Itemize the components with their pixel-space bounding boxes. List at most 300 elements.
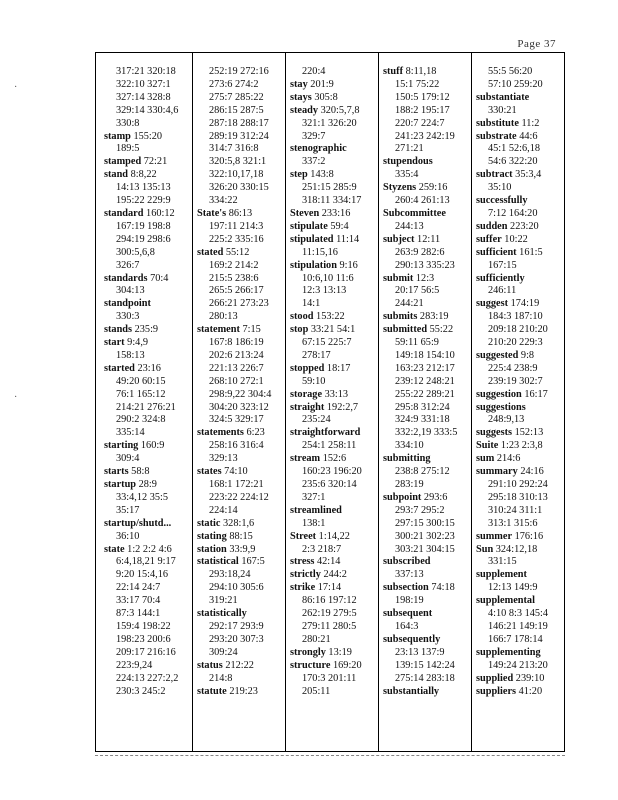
index-ref-line: 286:15 287:5: [209, 104, 264, 116]
index-entry-line: [290, 234, 382, 247]
index-entry-line: [383, 182, 475, 195]
index-ref: 55:12: [223, 246, 250, 258]
index-entry-line: [476, 453, 568, 466]
index-ref-line: 309:4: [116, 453, 140, 465]
index-ref-line: 295:18 310:13: [488, 491, 548, 503]
index-ref-line: 138:1: [302, 517, 326, 529]
index-ref-line: 54:6 322:20: [488, 156, 538, 168]
index-ref-line: 6:4,18,21 9:17: [116, 556, 176, 568]
index-ref-line: 293:7 295:2: [395, 504, 445, 516]
index-ref: 18:17: [324, 362, 351, 374]
index-entry-line: [476, 221, 568, 234]
index-entry-line: [290, 582, 382, 595]
index-term: starts: [104, 466, 129, 478]
index-term: subpoint: [383, 491, 422, 503]
index-ref-line: 223:9,24: [116, 659, 153, 671]
index-term: subsection: [383, 582, 429, 594]
index-ref: 44:6: [516, 130, 538, 142]
index-term: submitting: [383, 453, 431, 465]
index-entry-line: [290, 363, 382, 376]
index-term: standard: [104, 207, 144, 219]
index-term: statement: [197, 324, 240, 336]
index-ref-line: 35:10: [488, 182, 512, 194]
index-term: stipulate: [290, 220, 328, 232]
index-ref-line: 303:21 304:15: [395, 543, 455, 555]
index-ref-line: 244:21: [395, 298, 424, 310]
index-entry-line: [476, 647, 568, 660]
index-ref-line: 12:3 13:13: [302, 285, 347, 297]
index-term: supplementing: [476, 646, 541, 658]
index-term: suggests: [476, 427, 513, 439]
index-term: stamped: [104, 156, 142, 168]
index-ref-line: 36:10: [116, 530, 140, 542]
index-ref: 9:4,9: [124, 337, 149, 349]
index-term: strongly: [290, 646, 326, 658]
index-ref-line: 238:8 275:12: [395, 466, 450, 478]
index-ref-line: 332:2,19 333:5: [395, 427, 458, 439]
index-ref-line: 149:18 154:10: [395, 349, 455, 361]
index-ref: 8:8,22: [128, 169, 157, 181]
index-ref-line: 67:15 225:7: [302, 337, 352, 349]
index-entry-line: [383, 556, 475, 569]
index-ref: 23:16: [134, 362, 161, 374]
index-term: storage: [290, 388, 323, 400]
page-number: Page 37: [517, 38, 556, 50]
index-ref-line: 248:9,13: [488, 414, 525, 426]
index-ref-line: 59:10: [302, 375, 326, 387]
index-ref-line: 294:10 305:6: [209, 582, 264, 594]
index-ref: 74:18: [428, 582, 455, 594]
index-entry-line: [290, 660, 382, 673]
index-term: sudden: [476, 220, 508, 232]
index-term: subsequent: [383, 608, 433, 620]
index-entry-line: [383, 66, 475, 79]
index-ref: 293:6: [421, 491, 448, 503]
index-entry-line: [383, 208, 475, 221]
index-term: straight: [290, 401, 325, 413]
index-term: startup: [104, 479, 137, 490]
index-ref: 28:9: [136, 479, 157, 490]
index-ref-line: 304:20 323:12: [209, 401, 269, 413]
index-ref: 33:13: [322, 388, 349, 400]
index-term: stating: [197, 530, 227, 542]
index-term: started: [104, 362, 135, 374]
index-entry-line: [476, 169, 568, 182]
margin-mark: ·: [14, 392, 18, 403]
index-ref-line: 292:17 293:9: [209, 620, 264, 632]
index-column-4: [383, 66, 475, 698]
index-entry-line: [476, 440, 568, 453]
index-ref: 305:8: [311, 91, 338, 103]
index-term: step: [290, 169, 308, 181]
index-ref-line: 235:24: [302, 414, 331, 426]
index-ref-line: 283:19: [395, 479, 424, 490]
index-ref-line: 167:15: [488, 259, 517, 271]
index-term: suggestion: [476, 388, 522, 400]
index-ref-line: 239:12 248:21: [395, 375, 455, 387]
index-entry-line: [290, 105, 382, 118]
bottom-divider: [95, 755, 565, 756]
index-ref-line: 331:15: [488, 556, 517, 568]
index-ref-line: 55:5 56:20: [488, 66, 533, 77]
index-ref-line: 324:5 329:17: [209, 414, 264, 426]
index-ref-line: 251:15 285:9: [302, 182, 357, 194]
index-entry-line: [104, 131, 196, 144]
index-entry-line: [197, 518, 289, 531]
index-ref-line: 337:13: [395, 569, 424, 581]
index-entry-line: [290, 389, 382, 402]
index-entry-line: [383, 634, 475, 647]
index-entry-line: [476, 544, 568, 557]
index-ref-line: 322:10,17,18: [209, 169, 264, 181]
index-ref: 244:2: [320, 569, 347, 581]
index-term: stays: [290, 91, 312, 103]
index-ref: 155:20: [130, 130, 163, 142]
index-ref: 12:11: [414, 233, 441, 245]
index-ref-line: 280:13: [209, 311, 238, 323]
index-ref-line: 149:24 213:20: [488, 659, 548, 671]
index-ref-line: 329:13: [209, 453, 238, 465]
index-entry-line: [104, 440, 196, 453]
index-term: stand: [104, 169, 129, 181]
index-ref-line: 262:19 279:5: [302, 608, 357, 620]
index-term: Subcommittee: [383, 207, 446, 219]
index-ref-line: 76:1 165:12: [116, 388, 166, 400]
index-ref-line: 310:24 311:1: [488, 504, 543, 516]
index-ref-line: 298:9,22 304:4: [209, 388, 272, 400]
index-term: submitted: [383, 324, 428, 336]
index-term: sufficiently: [476, 272, 525, 284]
index-entry-line: [104, 466, 196, 479]
index-ref-line: 168:1 172:21: [209, 479, 264, 490]
index-entry-line: [104, 337, 196, 350]
index-entry-line: [476, 273, 568, 286]
index-ref-line: 295:8 312:24: [395, 401, 450, 413]
index-term: statistically: [197, 608, 247, 620]
index-ref-line: 23:13 137:9: [395, 646, 445, 658]
index-ref-line: 214:21 276:21: [116, 401, 176, 413]
index-ref: 167:5: [238, 556, 265, 568]
index-ref-line: 14:13 135:13: [116, 182, 171, 194]
index-entry-line: [290, 92, 382, 105]
index-ref-line: 14:1: [302, 298, 321, 310]
index-ref-line: 160:23 196:20: [302, 466, 362, 478]
index-term: stood: [290, 311, 314, 323]
index-ref-line: 11:15,16: [302, 246, 338, 258]
index-ref-line: 330:3: [116, 311, 140, 323]
index-term: submit: [383, 272, 414, 284]
index-ref-line: 86:16 197:12: [302, 595, 357, 607]
index-ref-line: 304:13: [116, 285, 145, 297]
index-ref-line: 57:10 259:20: [488, 78, 543, 90]
index-ref-line: 320:5,8 321:1: [209, 156, 267, 168]
index-ref-line: 12:13 149:9: [488, 582, 538, 594]
index-entry-line: [290, 169, 382, 182]
index-term: sum: [476, 453, 495, 465]
index-ref: 10:22: [501, 233, 528, 245]
index-term: stamp: [104, 130, 131, 142]
index-term: states: [197, 466, 222, 478]
index-ref-line: 260:4 261:13: [395, 195, 450, 207]
index-term: suggestions: [476, 401, 526, 413]
index-entry-line: [104, 273, 196, 286]
index-ref-line: 334:10: [395, 440, 424, 452]
index-term: Street: [290, 530, 317, 542]
index-ref-line: 329:14 330:4,6: [116, 104, 179, 116]
index-ref-line: 327:1: [302, 491, 326, 503]
index-entry-line: [476, 118, 568, 131]
index-entry-line: [476, 131, 568, 144]
index-ref-line: 235:6 320:14: [302, 479, 357, 490]
index-ref-line: 223:22 224:12: [209, 491, 269, 503]
index-ref-line: 225:2 335:16: [209, 233, 264, 245]
index-entry-line: [104, 298, 196, 311]
index-term: suffer: [476, 233, 502, 245]
index-entry-line: [383, 234, 475, 247]
index-ref-line: 202:6 213:24: [209, 349, 264, 361]
index-term: start: [104, 337, 125, 349]
index-entry-line: [383, 453, 475, 466]
index-ref-line: 289:19 312:24: [209, 130, 269, 142]
index-entry-line: [383, 324, 475, 337]
index-ref-line: 139:15 142:24: [395, 659, 455, 671]
index-term: Suite: [476, 440, 499, 452]
index-term: suggested: [476, 349, 519, 361]
index-ref-line: 252:19 272:16: [209, 66, 269, 77]
index-ref: 152:6: [320, 453, 347, 465]
index-ref-line: 224:14: [209, 504, 238, 516]
index-ref: 9:16: [336, 259, 358, 271]
index-entry-line: [290, 505, 382, 518]
index-term: state: [104, 543, 125, 555]
index-ref: 58:8: [128, 466, 150, 478]
index-term: Sun: [476, 543, 494, 555]
index-ref: 86:13: [226, 207, 253, 219]
index-ref-line: 205:11: [302, 685, 331, 697]
index-ref-line: 278:17: [302, 349, 331, 361]
index-ref-line: 287:18 288:17: [209, 117, 269, 129]
margin-mark: ·: [14, 82, 18, 93]
index-term: strictly: [290, 569, 321, 581]
index-ref: 88:15: [226, 530, 253, 542]
index-ref: 152:13: [512, 427, 544, 439]
index-term: stipulation: [290, 259, 337, 271]
index-ref-line: 189:5: [116, 143, 140, 155]
index-ref: 35:3,4: [512, 169, 542, 181]
index-term: stay: [290, 78, 308, 90]
index-term: standards: [104, 272, 148, 284]
index-entry-line: [290, 208, 382, 221]
index-entry-line: [383, 582, 475, 595]
index-term: suggest: [476, 298, 509, 310]
index-entry-line: [197, 660, 289, 673]
index-ref-line: 221:13 226:7: [209, 362, 264, 374]
index-ref-line: 314:7 316:8: [209, 143, 259, 155]
index-ref: 11:2: [518, 117, 540, 129]
index-term: statements: [197, 427, 244, 439]
index-term: stop: [290, 324, 309, 336]
index-ref-line: 255:22 289:21: [395, 388, 455, 400]
index-entry-line: [476, 569, 568, 582]
index-ref: 8:11,18: [403, 66, 437, 77]
index-ref-line: 254:1 258:11: [302, 440, 357, 452]
index-ref-line: 210:20 229:3: [488, 337, 543, 349]
index-entry-line: [290, 402, 382, 415]
index-ref: 33:21 54:1: [308, 324, 356, 336]
index-entry-line: [197, 556, 289, 569]
index-ref-line: 290:13 335:23: [395, 259, 455, 271]
index-ref: 219:23: [226, 685, 258, 697]
index-entry-line: [476, 595, 568, 608]
index-ref: 12:3: [413, 272, 435, 284]
index-term: stream: [290, 453, 321, 465]
index-term: stipulated: [290, 233, 334, 245]
index-term: standpoint: [104, 298, 151, 310]
index-ref-line: 230:3 245:2: [116, 685, 166, 697]
index-ref-line: 297:15 300:15: [395, 517, 455, 529]
index-entry-line: [197, 208, 289, 221]
index-term: subtract: [476, 169, 513, 181]
index-ref: 283:19: [417, 311, 449, 323]
index-ref-line: 4:10 8:3 145:4: [488, 608, 549, 620]
index-ref-line: 280:21: [302, 633, 331, 645]
index-ref: 72:21: [141, 156, 168, 168]
index-ref-line: 9:20 15:4,16: [116, 569, 169, 581]
index-ref-line: 33:4,12 35:5: [116, 491, 169, 503]
index-entry-line: [104, 363, 196, 376]
index-entry-line: [104, 544, 196, 557]
index-ref-line: 244:13: [395, 220, 424, 232]
index-ref: 1:14,22: [316, 530, 350, 542]
index-ref-line: 35:17: [116, 504, 140, 516]
index-entry-line: [197, 544, 289, 557]
index-ref-line: 164:3: [395, 620, 419, 632]
index-ref: 7:15: [239, 324, 261, 336]
index-ref-line: 198:23 200:6: [116, 633, 171, 645]
index-entry-line: [197, 247, 289, 260]
index-ref-line: 327:14 328:8: [116, 91, 171, 103]
index-ref: 328:1,6: [220, 517, 255, 529]
index-ref-line: 209:17 216:16: [116, 646, 176, 658]
index-entry-line: [290, 79, 382, 92]
index-entry-line: [476, 466, 568, 479]
index-ref: 214:6: [494, 453, 521, 465]
index-entry-line: [290, 143, 382, 156]
index-term: stenographic: [290, 143, 347, 155]
index-entry-line: [197, 427, 289, 440]
index-ref-line: 265:5 266:17: [209, 285, 264, 297]
index-term: substantiate: [476, 91, 530, 103]
index-ref-line: 220:7 224:7: [395, 117, 445, 129]
index-ref-line: 146:21 149:19: [488, 620, 548, 632]
index-ref-line: 309:24: [209, 646, 238, 658]
index-term: stopped: [290, 362, 325, 374]
index-ref-line: 45:1 52:6,18: [488, 143, 541, 155]
index-entry-line: [476, 531, 568, 544]
index-ref: 6:23: [243, 427, 265, 439]
index-term: subsequently: [383, 633, 441, 645]
index-ref-line: 326:7: [116, 259, 140, 271]
index-term: status: [197, 659, 223, 671]
index-entry-line: [476, 195, 568, 208]
index-ref: 233:16: [319, 207, 351, 219]
index-entry-line: [197, 531, 289, 544]
index-term: summary: [476, 466, 518, 478]
index-term: sufficient: [476, 246, 517, 258]
index-ref: 259:16: [416, 182, 448, 194]
index-entry-line: [104, 324, 196, 337]
index-entry-line: [104, 518, 196, 531]
index-term: streamlined: [290, 504, 342, 516]
index-entry-line: [383, 686, 475, 699]
index-entry-line: [383, 311, 475, 324]
index-entry-line: [383, 608, 475, 621]
index-term: supplied: [476, 672, 514, 684]
index-ref-line: 166:7 178:14: [488, 633, 543, 645]
index-entry-line: [476, 298, 568, 311]
index-term: static: [197, 517, 221, 529]
index-entry-line: [383, 273, 475, 286]
index-ref-line: 273:6 274:2: [209, 78, 259, 90]
index-ref-line: 246:11: [488, 285, 517, 297]
index-ref: 192:2,7: [324, 401, 359, 413]
index-ref-line: 170:3 201:11: [302, 672, 357, 684]
index-ref-line: 209:18 210:20: [488, 324, 548, 336]
index-entry-line: [290, 221, 382, 234]
index-ref-line: 293:20 307:3: [209, 633, 264, 645]
index-ref: 235:9: [132, 324, 159, 336]
index-term: stated: [197, 246, 224, 258]
index-entry-line: [476, 389, 568, 402]
index-ref-line: 291:10 292:24: [488, 479, 548, 490]
index-ref-line: 258:16 316:4: [209, 440, 264, 452]
index-entry-line: [476, 686, 568, 699]
index-ref-line: 337:2: [302, 156, 326, 168]
index-ref-line: 198:19: [395, 595, 424, 607]
index-term: straightforward: [290, 427, 361, 439]
index-entry-line: [383, 492, 475, 505]
index-ref-line: 330:8: [116, 117, 140, 129]
index-ref-line: 324:9 331:18: [395, 414, 450, 426]
index-ref: 41:20: [516, 685, 543, 697]
index-ref-line: 300:21 302:23: [395, 530, 455, 542]
index-ref-line: 268:10 272:1: [209, 375, 264, 387]
index-term: Styzens: [383, 182, 417, 194]
index-ref-line: 329:7: [302, 130, 326, 142]
index-ref-line: 10:6,10 11:6: [302, 272, 354, 284]
index-ref-line: 215:5 238:6: [209, 272, 259, 284]
index-ref: 74:10: [221, 466, 248, 478]
index-entry-line: [104, 208, 196, 221]
index-term: subject: [383, 233, 415, 245]
index-entry-line: [197, 466, 289, 479]
index-term: statute: [197, 685, 227, 697]
index-term: stupendous: [383, 156, 433, 168]
index-ref: 1:2 2:2 4:6: [124, 543, 172, 555]
index-ref-line: 225:4 238:9: [488, 362, 538, 374]
index-entry-line: [290, 260, 382, 273]
index-entry-line: [290, 647, 382, 660]
index-ref: 143:8: [307, 169, 334, 181]
index-entry-line: [476, 350, 568, 363]
index-term: successfully: [476, 195, 528, 207]
index-ref: 324:12,18: [493, 543, 538, 555]
index-ref-line: 214:8: [209, 672, 233, 684]
index-ref-line: 313:1 315:6: [488, 517, 538, 529]
index-entry-line: [290, 453, 382, 466]
index-ref: 11:14: [333, 233, 360, 245]
index-ref: 70:4: [147, 272, 169, 284]
